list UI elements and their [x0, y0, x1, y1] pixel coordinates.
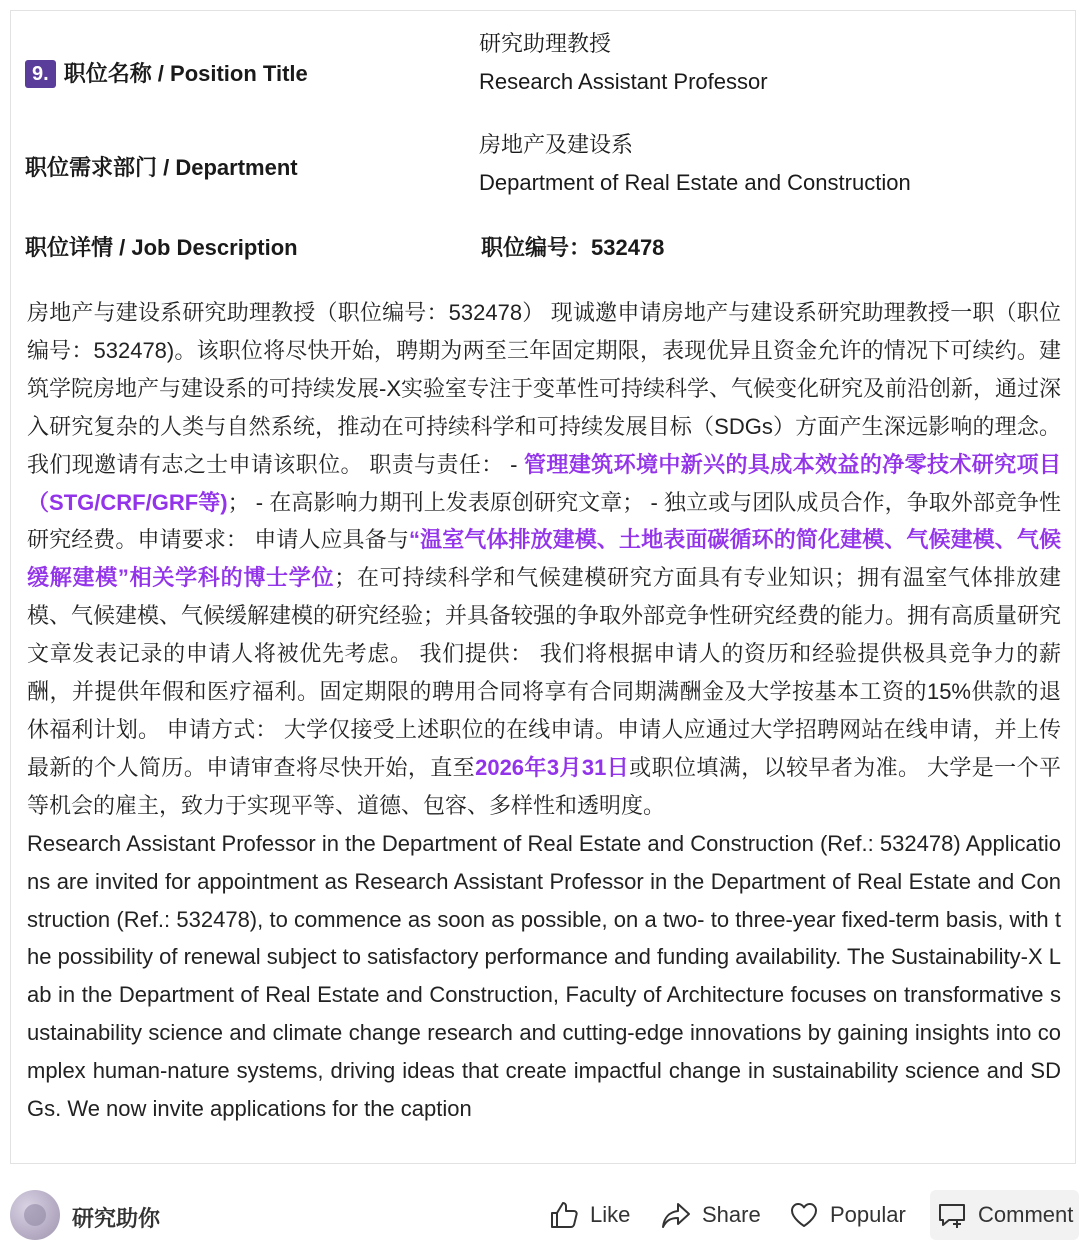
position-value-en: Research Assistant Professor: [479, 69, 768, 94]
desc-zh-part2: ； - 在高影响力期刊上发表原创研究文章； - 独立或与团队成员合作，争取外部竞争性研究经费。申请要求： 申请人应具备与: [27, 489, 1061, 553]
comment-label: Comment: [978, 1202, 1074, 1227]
like-button[interactable]: [548, 1190, 630, 1240]
position-title-label: [25, 57, 308, 88]
desc-zh-part3: ；在可持续科学和气候建模研究方面具有专业知识；拥有温室气体排放建模、气候建模、气候缓解建模的研究经验；并具备较强的争取外部竞争性研究经费的能力。拥有高质量研究文章发表记录的申请人将被优先考虑。 我们提供： 我们将根据申请人的资历和经验提供极具竞争力的薪酬，并提供年假和医疗福利。固定期限的聘用合同将享有合同期满酬金及大学按基本工资的15%供款的退休福利计划。 申请方式： 大学仅接受上述职位的在线申请。申请人应通过大学招聘网站在线申请，并上传最新的个人简历。申请审查将尽快开始，直至: [27, 565, 1062, 780]
job-posting-card: [10, 10, 1076, 1164]
description-zh: [27, 294, 1061, 825]
desc-zh-part4: 或职位填满，以较早者为准。 大学是一个平等机会的雇主，致力于实现平等、道德、包容、多样性和透明度。: [27, 754, 1061, 818]
desc-zh-highlight-requirement: “温室气体排放建模、土地表面碳循环的简化建模、气候建模、气候缓解建模”相关学科的博士学位: [27, 527, 1061, 591]
thumbs-up-icon: [548, 1199, 580, 1231]
share-button[interactable]: [660, 1190, 761, 1240]
avatar[interactable]: [10, 1190, 60, 1240]
department-value: [479, 126, 911, 202]
heart-icon: [788, 1199, 820, 1231]
desc-zh-highlight-deadline: 2026年3月31日: [475, 754, 630, 780]
share-icon: [660, 1199, 692, 1231]
job-description-label: 职位详情 / Job Description: [25, 235, 298, 260]
popular-label: Popular: [830, 1202, 906, 1227]
item-number-badge: 9.: [25, 60, 56, 88]
job-description-body: [27, 294, 1061, 1128]
author-name[interactable]: 研究助你: [72, 1206, 161, 1231]
department-label: 职位需求部门 / Department: [25, 155, 298, 180]
job-ref-number: 职位编号：532478: [481, 235, 665, 260]
desc-zh-part1: 房地产与建设系研究助理教授（职位编号：532478） 现诚邀申请房地产与建设系研究助理教授一职（职位编号：532478)。该职位将尽快开始，聘期为两至三年固定期限，表现优异且资金允许的情况下可续约。建筑学院房地产与建设系的可持续发展-X实验室专注于变革性可持续科学、气候变化研究及前沿创新，通过深入研究复杂的人类与自然系统，推动在可持续科学和可持续发展目标（SDGs）方面产生深远影响的理念。我们现邀请有志之士申请该职位。 职责与责任： -: [27, 300, 1062, 477]
position-title-value: [479, 25, 768, 101]
desc-zh-highlight-duties: 管理建筑环境中新兴的具成本效益的净零技术研究项目（STG/CRF/GRF等): [27, 451, 1061, 515]
like-label: Like: [590, 1202, 631, 1227]
department-value-zh: 房地产及建设系: [479, 132, 634, 157]
position-value-zh: 研究助理教授: [479, 31, 612, 56]
comment-icon: [936, 1199, 968, 1231]
share-label: Share: [702, 1202, 761, 1227]
comment-button[interactable]: [930, 1190, 1079, 1240]
popular-button[interactable]: [788, 1190, 906, 1240]
footer-bar: [0, 1170, 1080, 1246]
department-value-en: Department of Real Estate and Construction: [479, 170, 911, 195]
position-label-text: 职位名称 / Position Title: [63, 61, 308, 86]
description-en: Research Assistant Professor in the Department of Real Estate and Construction (Ref.: 532478) Applications are invited for appointment as Research Assistant Professor in the Department of Real Estate and Construction (Ref.: 532478), to commence as soon as possible, on a two- to three-year fixed-term basis, with the possibility of renewal subject to satisfactory performance and funding availability. The Sustainability-X Lab in the Department of Real Estate and Construction, Faculty of Architecture focuses on transformative sustainability science and climate change research and cutting-edge innovations by gaining insights into complex human-nature systems, driving ideas that create impactful change in sustainability science and SDGs. We now invite applications for the caption: [27, 830, 1061, 1122]
